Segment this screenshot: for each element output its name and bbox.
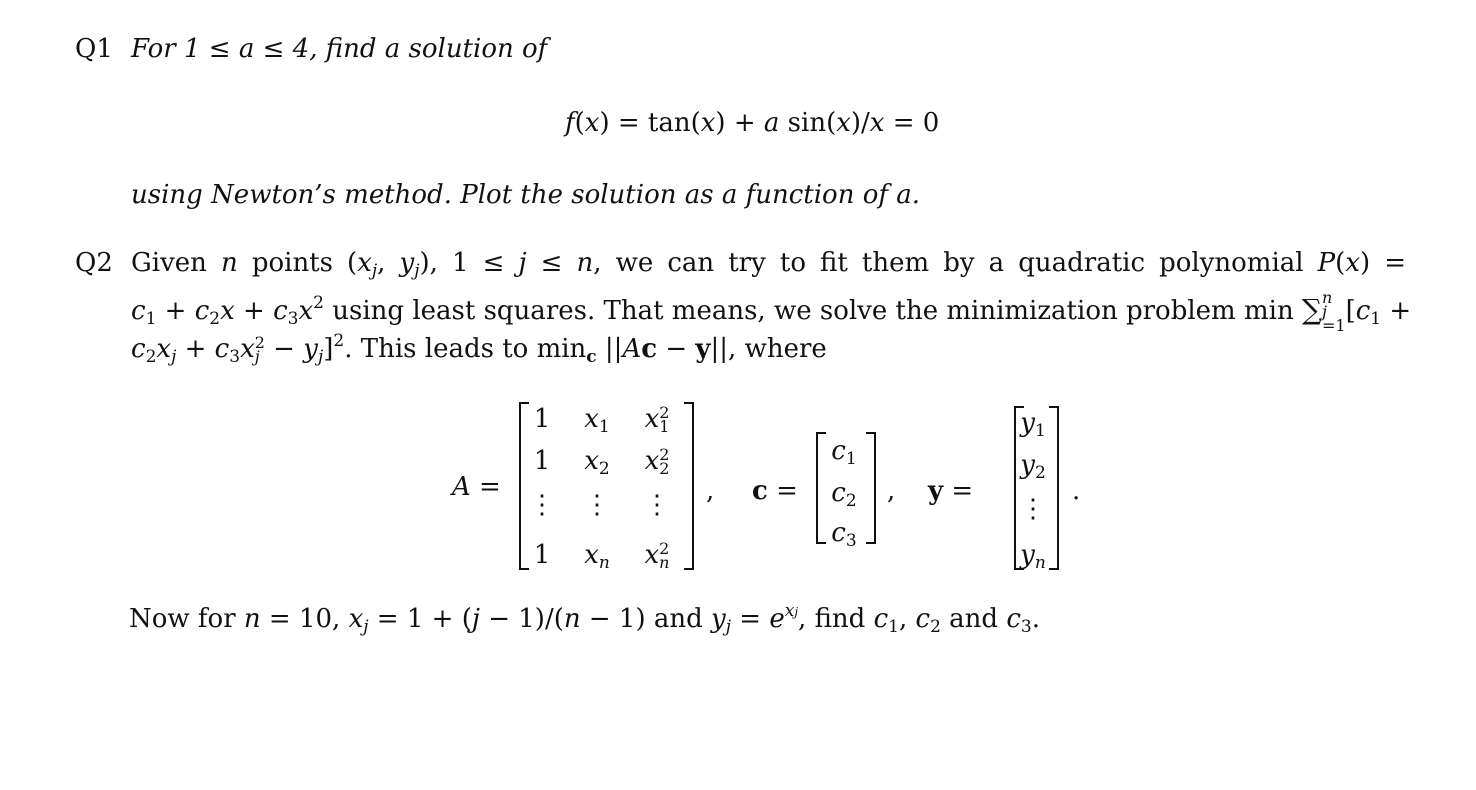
vector-y-entry: ⋮ — [1020, 494, 1046, 524]
q1-equation: f(x) = tan(x) + a sin(x)/x = 0 — [565, 108, 940, 138]
matrix-a-cell: x 2 1 — [644, 403, 670, 436]
matrix-a-cell: ⋮ — [529, 490, 555, 520]
matrix-a-cell: ⋮ — [584, 490, 610, 520]
matrix-a-cell: ⋮ — [644, 490, 670, 520]
vector-y-period: . — [1072, 476, 1081, 506]
vector-c-comma: , — [887, 476, 896, 506]
vector-c-entry: $c_3$ — [831, 518, 857, 551]
vector-y-label: y = — [928, 476, 974, 506]
matrix-a-cell: $x_2$ — [584, 446, 610, 479]
matrix-a-comma: , — [706, 476, 715, 506]
vector-c-label: c = — [752, 476, 798, 506]
vector-y-entry: $y_1$ — [1020, 408, 1046, 441]
q2-line2: $c_1 + c_2x + c_3x^2$ using least squares. That means, we solve the minimization problem min ∑ n j =1 [$c_1$ + — [131, 288, 1412, 335]
matrix-a-cell: 1 — [533, 446, 551, 476]
matrix-a-cell: x 2 2 — [644, 445, 670, 478]
matrix-a-cell: 1 — [533, 540, 551, 570]
matrix-a-cell: $x_1$ — [584, 404, 610, 437]
q1-outro: using Newton’s method. Plot the solution as a function of a. — [131, 180, 921, 210]
matrix-a-label: A = — [452, 472, 501, 502]
q2-line3: $c_2x_j + c_3x$ 2 j − $y_j]^2$. This leads to $\min_c ||Ac - y||$, where — [131, 331, 827, 367]
q2-label: Q2 — [75, 248, 113, 278]
vector-c-entry: $c_2$ — [831, 478, 857, 511]
vector-c-entry: $c_1$ — [831, 436, 857, 469]
vector-y-entry: $y_2$ — [1020, 450, 1046, 483]
q2-final: Now for n = 10, $x_j = 1 + (j - 1)/(n - 1)$ and $y_j = e^{xj}$, find $c_1$, $c_2$ and $c_3$. — [129, 601, 1040, 637]
q2-line1: Given n points ($x_j$, $y_j$), 1 ≤ j ≤ n, we can try to fit them by a quadratic polynomial P(x) = — [131, 248, 1407, 281]
vector-y-entry: $y_n$ — [1020, 540, 1046, 573]
matrix-a-cell: $x_n$ — [584, 540, 610, 573]
matrix-a-cell: 1 — [533, 404, 551, 434]
q1-label: Q1 — [75, 34, 113, 64]
q1-intro: For 1 ≤ a ≤ 4, find a solution of — [131, 34, 548, 64]
matrix-a-cell: x 2 n — [644, 539, 670, 572]
